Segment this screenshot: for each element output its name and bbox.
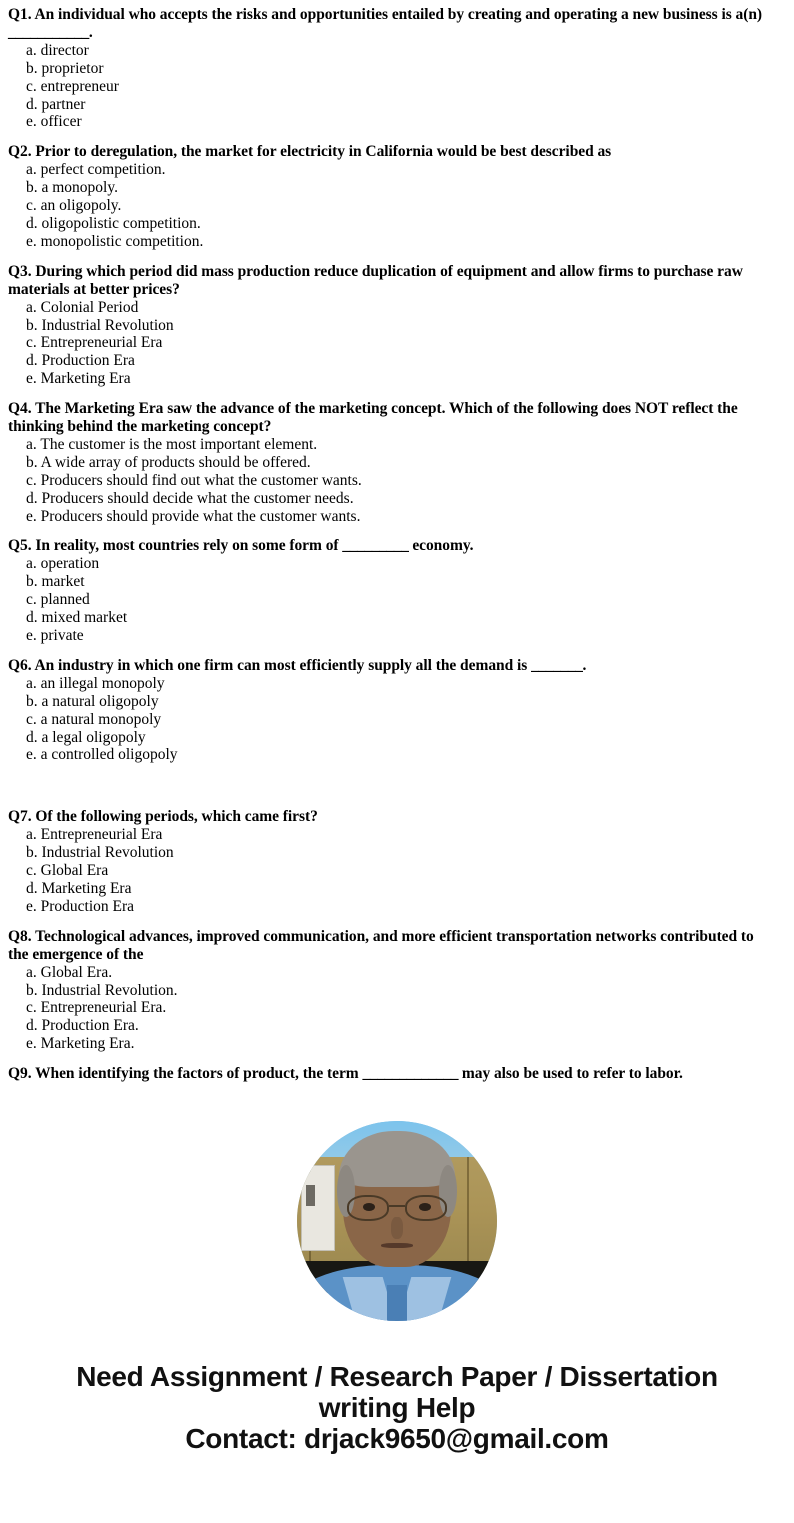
option-item[interactable]: a. Colonial Period [26, 298, 139, 316]
option-item[interactable]: a. Global Era. [26, 963, 113, 981]
option-item[interactable]: e. Producers should provide what the customer wants. [26, 507, 361, 525]
question-options-q1 [8, 42, 776, 132]
option-item[interactable]: b. proprietor [26, 59, 104, 77]
option-item[interactable]: c. Global Era [26, 862, 109, 880]
answer-blank-q9: _____________ [362, 1065, 459, 1083]
option-item[interactable]: c. entrepreneur [26, 77, 119, 95]
person-tie [387, 1285, 407, 1321]
question-stem-tail-q1: . [88, 23, 93, 41]
eyeglass-bridge [389, 1205, 405, 1207]
person-mouth [381, 1243, 413, 1248]
option-item[interactable]: d. Production Era [26, 352, 135, 370]
question-stem-text-q6: Q6. An industry in which one firm can most efficiently supply all the demand is [8, 656, 528, 674]
option-item[interactable]: c. planned [26, 591, 90, 609]
option-item[interactable]: a. perfect competition. [26, 161, 166, 179]
question-stem-q1 [8, 6, 776, 42]
question-stem-q7 [8, 808, 776, 826]
question-stem-text-q1: Q1. An individual who accepts the risks and opportunities entailed by creating and operating a new business is a(n) [8, 6, 763, 23]
option-item[interactable]: c. a natural monopoly [26, 710, 162, 728]
option-item[interactable]: b. a natural oligopoly [26, 692, 159, 710]
question-stem-tail-q5: economy. [408, 537, 474, 555]
option-item[interactable]: d. mixed market [26, 609, 128, 627]
question-stem-q9 [8, 1065, 776, 1083]
option-item[interactable]: c. Producers should find out what the customer wants. [26, 471, 362, 489]
question-block-q9 [8, 1065, 776, 1083]
option-item[interactable]: a. The customer is the most important element. [26, 435, 318, 453]
option-item[interactable]: b. Industrial Revolution [26, 316, 174, 334]
option-item[interactable]: b. Industrial Revolution. [26, 981, 178, 999]
question-stem-q8 [8, 928, 776, 964]
question-stem-text-q3: Q3. During which period did mass production reduce duplication of equipment and allow firms to purchase raw materials at better prices? [8, 262, 743, 298]
question-stem-q6 [8, 657, 776, 675]
option-item[interactable]: e. Production Era [26, 897, 135, 915]
question-options-q8 [8, 964, 776, 1054]
question-block-q8 [8, 928, 776, 1053]
question-block-q6 [8, 657, 776, 764]
option-item[interactable]: a. an illegal monopoly [26, 674, 165, 692]
option-item[interactable]: b. Industrial Revolution [26, 844, 174, 862]
footer-line-2: writing Help [318, 1392, 476, 1424]
question-stem-tail-q9: may also be used to refer to labor. [458, 1065, 683, 1083]
option-item[interactable]: c. an oligopoly. [26, 197, 122, 215]
question-options-q7 [8, 826, 776, 916]
question-stem-q4 [8, 400, 776, 436]
option-item[interactable]: b. market [26, 573, 85, 591]
question-options-q3 [8, 299, 776, 389]
option-item[interactable]: a. Entrepreneurial Era [26, 826, 163, 844]
question-block-q3 [8, 263, 776, 388]
footer-line-1: Need Assignment / Research Paper / Dissertation [76, 1361, 718, 1393]
option-item[interactable]: d. Producers should decide what the customer needs. [26, 489, 354, 507]
option-item[interactable]: b. a monopoly. [26, 179, 118, 197]
question-stem-text-q2: Q2. Prior to deregulation, the market for electricity in California would be best described as [8, 143, 612, 161]
portrait-photo-container [0, 1121, 794, 1321]
question-stem-q3 [8, 263, 776, 299]
question-stem-text-q4: Q4. The Marketing Era saw the advance of the marketing concept. Which of the following does NOT reflect the thinking behind the marketing concept? [8, 400, 738, 436]
eyeglass-lens-left [347, 1195, 389, 1221]
eyeglass-lens-right [405, 1195, 447, 1221]
footer-advertisement [0, 1361, 794, 1454]
option-item[interactable]: d. oligopolistic competition. [26, 214, 201, 232]
question-stem-tail-q6: . [582, 656, 587, 674]
option-item[interactable]: b. A wide array of products should be offered. [26, 453, 311, 471]
option-item[interactable]: e. officer [26, 113, 82, 131]
question-options-q4 [8, 436, 776, 526]
question-stem-q2 [8, 143, 776, 161]
question-block-q4 [8, 400, 776, 525]
person-nose [391, 1217, 403, 1239]
answer-blank-q6: _______ [531, 656, 583, 674]
option-item[interactable]: d. Marketing Era [26, 879, 132, 897]
question-options-q5 [8, 555, 776, 645]
option-item[interactable]: e. Marketing Era [26, 370, 131, 388]
photo-background-switch-panel [301, 1165, 335, 1251]
answer-blank-q5: _________ [342, 537, 409, 555]
option-item[interactable]: d. a legal oligopoly [26, 728, 146, 746]
question-block-q5 [8, 537, 776, 644]
option-item[interactable]: d. Production Era. [26, 1017, 139, 1035]
question-stem-text-q5: Q5. In reality, most countries rely on some form of [8, 537, 339, 555]
question-stem-q5 [8, 537, 776, 555]
option-item[interactable]: a. director [26, 41, 89, 59]
question-stem-text-q8: Q8. Technological advances, improved communication, and more efficient transportation networks contributed to the emergence of the [8, 927, 754, 963]
option-item[interactable]: e. a controlled oligopoly [26, 746, 178, 764]
question-options-q2 [8, 161, 776, 251]
question-block-q1 [8, 6, 776, 131]
option-item[interactable]: c. Entrepreneurial Era. [26, 999, 167, 1017]
question-block-q7 [8, 808, 776, 915]
option-item[interactable]: a. operation [26, 555, 100, 573]
question-block-q2 [8, 143, 776, 250]
option-item[interactable]: d. partner [26, 95, 86, 113]
avatar [297, 1121, 497, 1321]
answer-blank-q1: ___________ [8, 23, 89, 41]
footer-contact-line[interactable]: Contact: drjack9650@gmail.com [185, 1423, 609, 1455]
question-stem-text-q7: Q7. Of the following periods, which came first? [8, 808, 318, 826]
option-item[interactable]: c. Entrepreneurial Era [26, 334, 163, 352]
option-item[interactable]: e. monopolistic competition. [26, 232, 204, 250]
option-item[interactable]: e. private [26, 627, 84, 644]
option-item[interactable]: e. Marketing Era. [26, 1035, 135, 1053]
question-options-q6 [8, 675, 776, 765]
question-stem-text-q9: Q9. When identifying the factors of product, the term [8, 1065, 359, 1083]
